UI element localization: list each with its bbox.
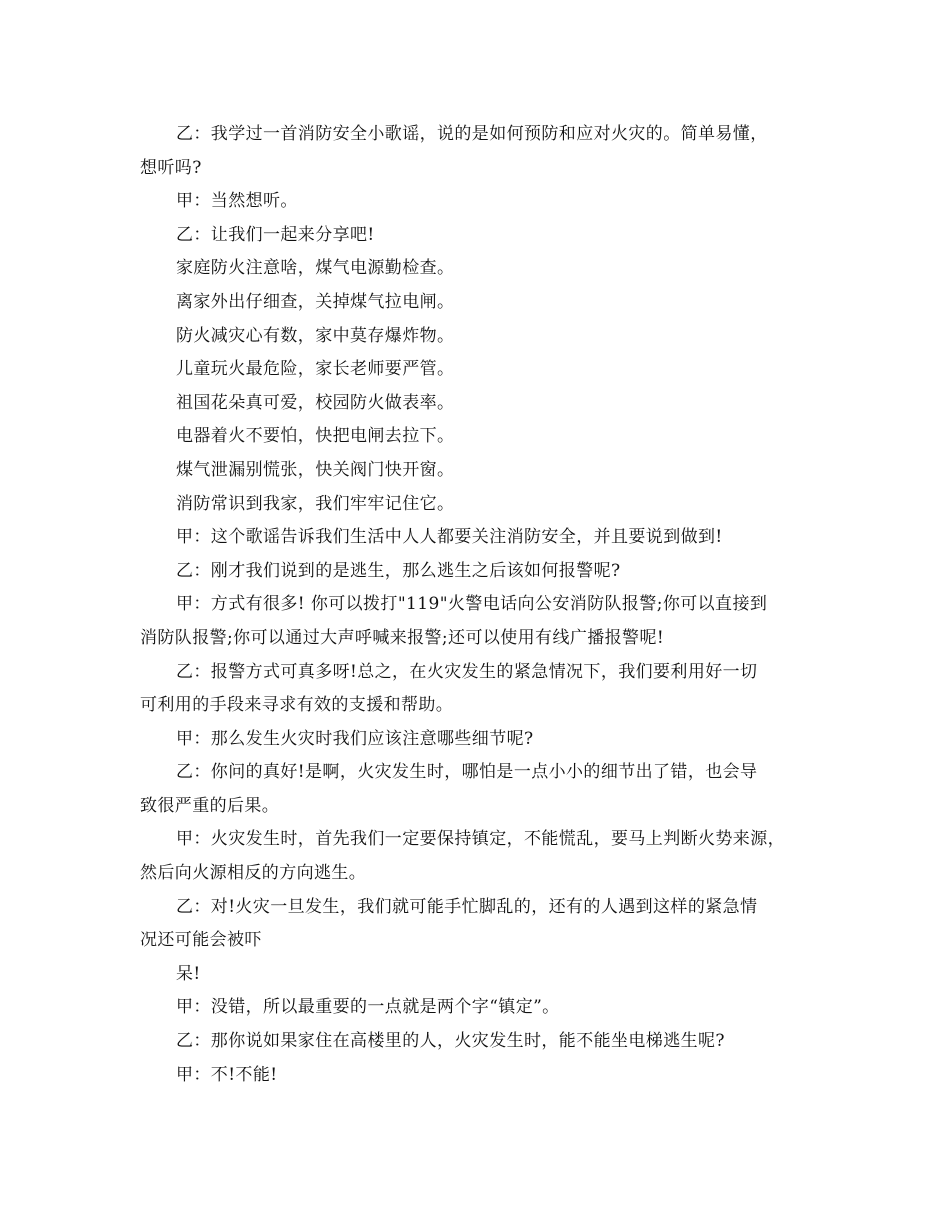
text-line: 甲：火灾发生时，首先我们一定要保持镇定，不能慌乱，要马上判断火势来源， xyxy=(176,829,785,850)
text-line: 甲：方式有很多! 你可以拨打"119"火警电话向公安消防队报警;你可以直接到 xyxy=(176,594,768,615)
text-line: 乙：你问的真好!是啊，火灾发生时，哪怕是一点小小的细节出了错，也会导 xyxy=(176,762,758,783)
text-line: 呆! xyxy=(176,963,201,984)
text-line: 甲：那么发生火灾时我们应该注意哪些细节呢? xyxy=(176,728,534,749)
text-line: 乙：对!火灾一旦发生，我们就可能手忙脚乱的，还有的人遇到这样的紧急情 xyxy=(176,896,758,917)
text-line: 甲：没错，所以最重要的一点就是两个字“镇定”。 xyxy=(176,997,560,1018)
text-line: 致很严重的后果。 xyxy=(140,795,280,816)
text-line: 乙：我学过一首消防安全小歌谣，说的是如何预防和应对火灾的。简单易懂， xyxy=(176,124,768,144)
text-line: 防火减灾心有数，家中莫存爆炸物。 xyxy=(176,325,455,346)
text-line: 消防队报警;你可以通过大声呼喊来报警;还可以使用有线广播报警呢! xyxy=(140,627,665,648)
text-line: 乙：那你说如果家住在高楼里的人，火灾发生时，能不能坐电梯逃生呢? xyxy=(176,1031,725,1052)
text-line: 电器着火不要怕，快把电闸去拉下。 xyxy=(176,426,455,447)
text-line: 甲：不!不能! xyxy=(176,1064,278,1085)
text-line: 甲：当然想听。 xyxy=(176,191,298,212)
text-line: 然后向火源相反的方向逃生。 xyxy=(140,863,367,884)
text-line: 乙：报警方式可真多呀!总之，在火灾发生的紧急情况下，我们要利用好一切 xyxy=(176,661,758,682)
text-line: 消防常识到我家，我们牢牢记住它。 xyxy=(176,493,455,514)
text-line: 乙：让我们一起来分享吧! xyxy=(176,224,375,245)
text-line: 离家外出仔细查，关掉煤气拉电闸。 xyxy=(176,291,455,312)
text-line: 煤气泄漏别慌张，快关阀门快开窗。 xyxy=(176,459,455,480)
text-line: 祖国花朵真可爱，校园防火做表率。 xyxy=(176,392,455,413)
text-line: 儿童玩火最危险，家长老师要严管。 xyxy=(176,359,455,380)
text-line: 甲：这个歌谣告诉我们生活中人人都要关注消防安全，并且要说到做到! xyxy=(176,527,723,548)
text-line: 况还可能会被吓 xyxy=(140,930,262,951)
document-body xyxy=(140,118,830,1092)
text-line: 乙：刚才我们说到的是逃生，那么逃生之后该如何报警呢? xyxy=(176,560,621,581)
text-line: 家庭防火注意啥，煤气电源勤检查。 xyxy=(176,258,455,279)
text-line: 可利用的手段来寻求有效的支援和帮助。 xyxy=(140,695,454,716)
text-line: 想听吗? xyxy=(140,157,202,178)
